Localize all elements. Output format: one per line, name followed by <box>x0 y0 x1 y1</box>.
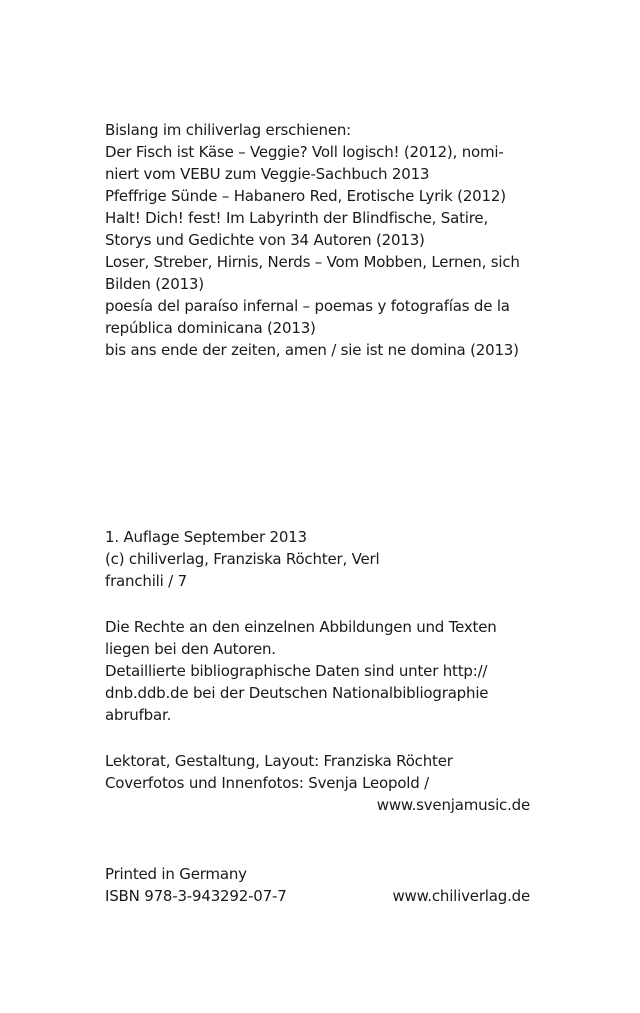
rights-line: Die Rechte an den einzelnen Abbildungen und Texten <box>105 618 497 636</box>
copyright-line: (c) chiliverlag, Franziska Röchter, Verl <box>105 550 380 568</box>
credits-line: Coverfotos und Innenfotos: Svenja Leopold / <box>105 774 430 792</box>
publication-line: Storys und Gedichte von 34 Autoren (2013) <box>105 231 425 249</box>
publication-line: niert vom VEBU zum Veggie-Sachbuch 2013 <box>105 165 430 183</box>
publication-line: república dominicana (2013) <box>105 319 316 337</box>
publication-line: poesía del paraíso infernal – poemas y fotografías de la <box>105 297 510 315</box>
publication-line: Bilden (2013) <box>105 275 204 293</box>
publisher-website: www.chiliverlag.de <box>392 887 530 905</box>
photographer-url: www.svenjamusic.de <box>376 796 530 814</box>
printed-in-line: Printed in Germany <box>105 865 247 883</box>
isbn-line: ISBN 978-3-943292-07-7 <box>105 887 287 905</box>
publication-line: Loser, Streber, Hirnis, Nerds – Vom Mobben, Lernen, sich <box>105 253 520 271</box>
publication-line: bis ans ende der zeiten, amen / sie ist ne domina (2013) <box>105 341 519 359</box>
rights-line: liegen bei den Autoren. <box>105 640 276 658</box>
edition-line: 1. Auflage September 2013 <box>105 528 307 546</box>
publication-line: Halt! Dich! fest! Im Labyrinth der Blindfische, Satire, <box>105 209 489 227</box>
edition-code-line: franchili / 7 <box>105 572 187 590</box>
publication-line: Der Fisch ist Käse – Veggie? Voll logisch! (2012), nomi- <box>105 143 504 161</box>
bibliography-line: dnb.ddb.de bei der Deutschen Nationalbibliographie <box>105 684 489 702</box>
publication-line: Pfeffrige Sünde – Habanero Red, Erotische Lyrik (2012) <box>105 187 506 205</box>
bibliography-line: abrufbar. <box>105 706 172 724</box>
bibliography-line: Detaillierte bibliographische Daten sind unter http:// <box>105 662 488 680</box>
credits-line: Lektorat, Gestaltung, Layout: Franziska Röchter <box>105 752 453 770</box>
publications-heading: Bislang im chiliverlag erschienen: <box>105 121 352 139</box>
